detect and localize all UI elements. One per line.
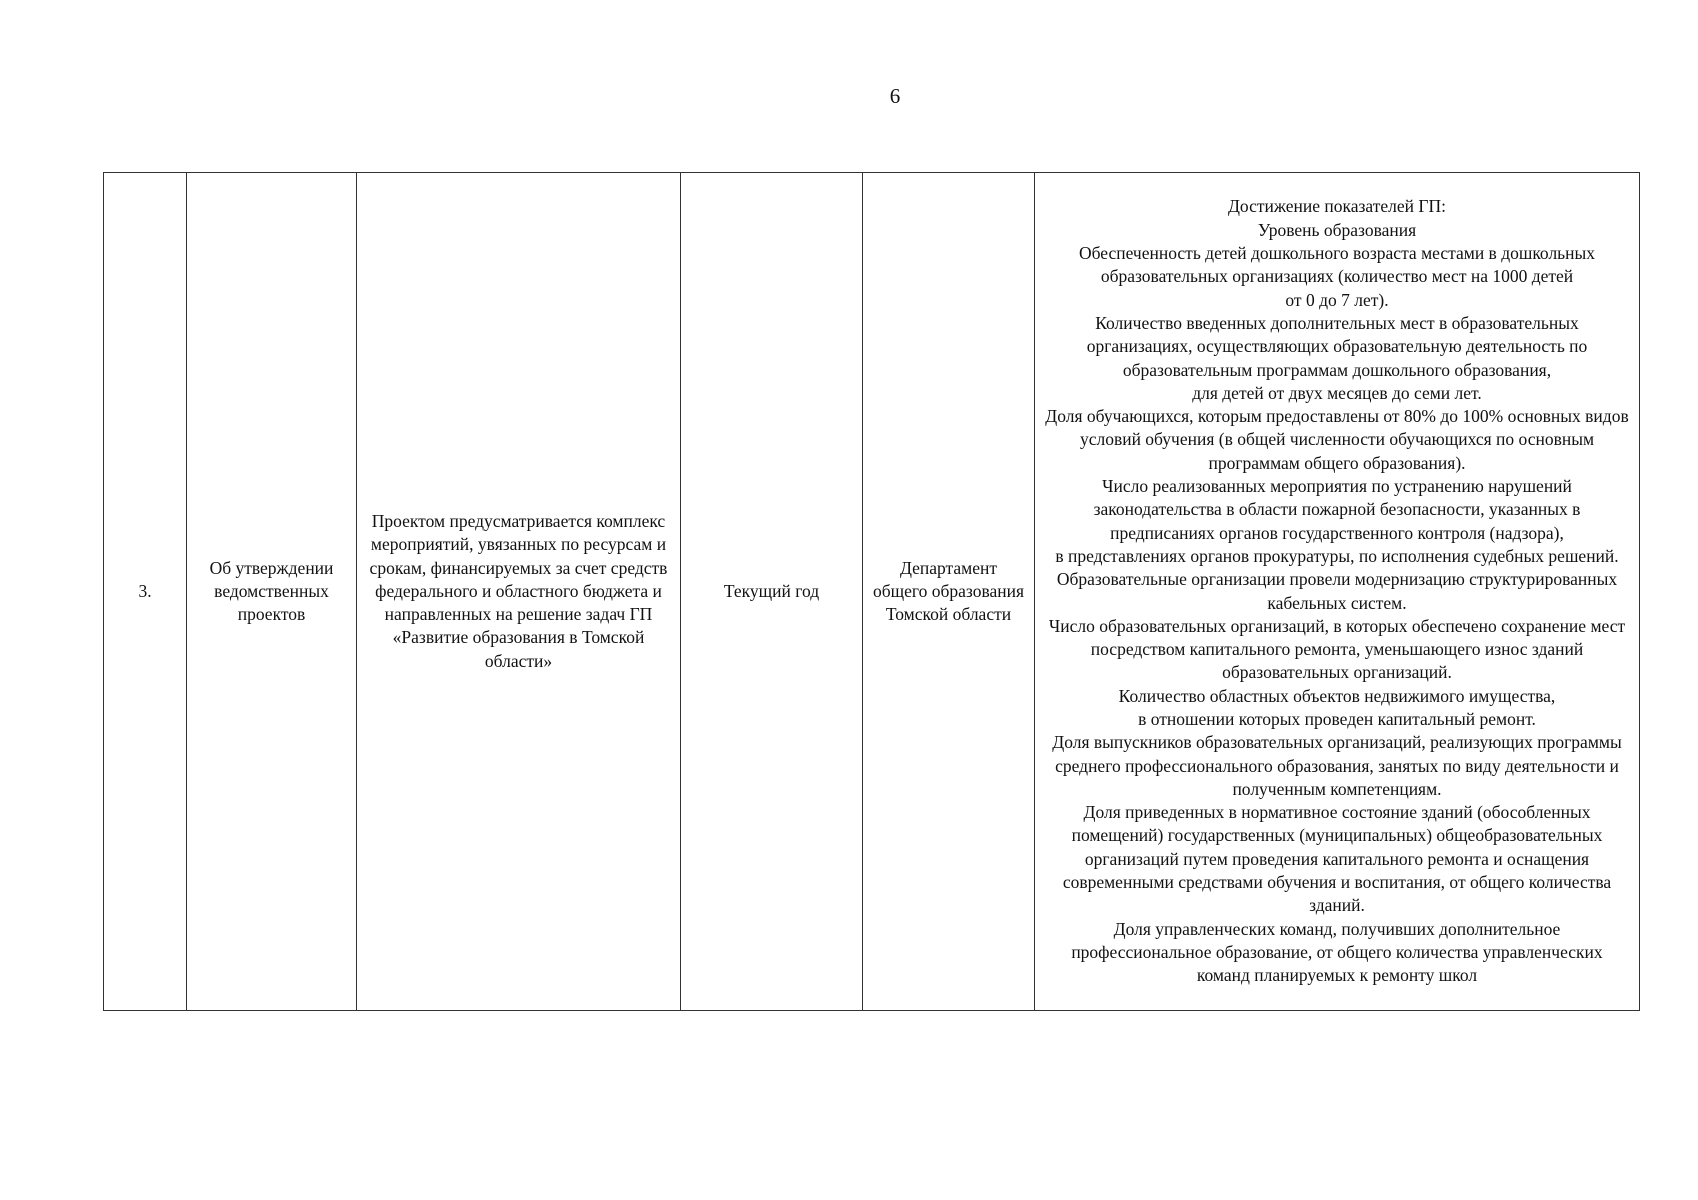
row-number-cell: 3.	[104, 173, 187, 1011]
responsible-cell: Департамент общего образования Томской области	[863, 173, 1035, 1011]
indicator-line: Достижение показателей ГП:	[1227, 196, 1447, 217]
measure-name-cell: Об утверждении ведомственных проектов	[187, 173, 357, 1011]
indicator-line: Количество введенных дополнительных мест в образовательных организациях, осуществляющих образовательную деятельность по образовательным программам дошкольного образования, для детей от двух месяцев до семи лет.	[1086, 312, 1588, 403]
indicator-line: Число реализованных мероприятия по устранению нарушений законодательства в области пожарной безопасности, указанных в предписаниях органов государственного контроля (надзора), в представлениях органов прокуратуры, по исполнения судебных решений.	[1055, 476, 1619, 566]
indicator-line: Доля приведенных в нормативное состояние зданий (обособленных помещений) государственных (муниципальных) общеобразовательных организаций путем проведения капитального ремонта и оснащения современными средствами обучения и воспитания, от общего количества зданий.	[1062, 802, 1612, 916]
indicator-line: Уровень образования	[1257, 219, 1417, 240]
indicator-line: Количество областных объектов недвижимого имущества, в отношении которых проведен капитальный ремонт.	[1118, 685, 1556, 729]
table-row	[104, 173, 1640, 1011]
indicator-line: Доля управленческих команд, получивших дополнительное профессиональное образование, от общего количества управленческих команд планируемых к ремонту школ	[1071, 918, 1603, 986]
indicator-line: Образовательные организации провели модернизацию структурированных кабельных систем.	[1056, 569, 1618, 613]
indicator-line: Доля выпускников образовательных организаций, реализующих программы среднего профессионального образования, занятых по виду деятельности и полученным компетенциям.	[1052, 732, 1622, 799]
page-number: 6	[889, 84, 901, 108]
indicators-cell	[1035, 173, 1640, 1011]
indicator-line: Обеспеченность детей дошкольного возраста местами в дошкольных образовательных организациях (количество мест на 1000 детей от 0 до 7 лет).	[1078, 243, 1596, 310]
measures-table	[103, 172, 1640, 1011]
term-cell: Текущий год	[681, 173, 863, 1011]
measure-description-cell: Проектом предусматривается комплекс мероприятий, увязанных по ресурсам и срокам, финансируемых за счет средств федерального и областного бюджета и направленных на решение задач ГП «Развитие образования в Томской области»	[357, 173, 681, 1011]
indicator-line: Число образовательных организаций, в которых обеспечено сохранение мест посредством капитального ремонта, уменьшающего износ зданий образовательных организаций.	[1048, 615, 1626, 683]
indicator-line: Доля обучающихся, которым предоставлены от 80% до 100% основных видов условий обучения (в общей численности обучающихся по основным программам общего образования).	[1045, 406, 1629, 473]
